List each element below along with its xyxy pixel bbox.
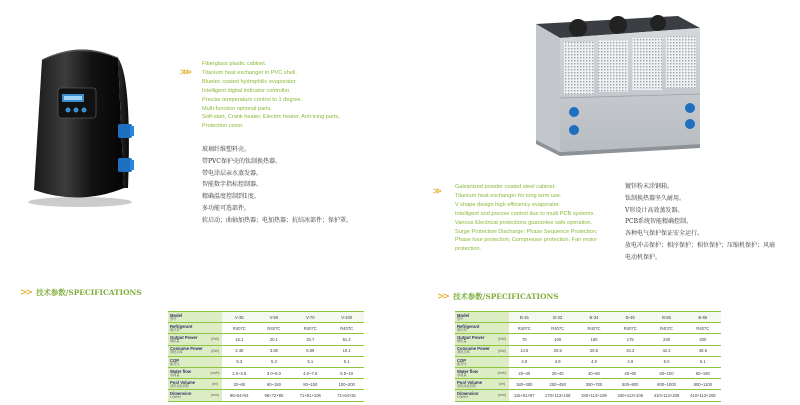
table-row <box>168 334 364 345</box>
row-unit: (KW) <box>208 345 222 356</box>
table-cell: 5.5~10 <box>329 367 364 378</box>
row-label: Pool Volume 适用泳池容积 <box>455 379 495 390</box>
feature-line: Phase lose protection; Compressor protection; Fan motor <box>455 237 598 244</box>
table-cell: 71×81×106 <box>291 390 329 401</box>
row-label: Output Power 制热量 <box>168 334 208 345</box>
chevron-icon: >>> <box>180 67 190 77</box>
spec-heading-left: >> 技术参数/SPECIFICATIONS <box>20 288 142 298</box>
feature-line-cn: 带PVC保护壳的钛制换热器。 <box>202 157 281 165</box>
pool-heat-pump-image <box>20 38 138 208</box>
feature-line: Protection cover. <box>202 123 244 130</box>
table-cell: 80~150 <box>291 379 329 390</box>
table-cell: 5.1 <box>685 356 721 367</box>
left-features-cn <box>202 144 352 227</box>
table-cell: 20~40 <box>540 367 576 378</box>
feature-line: Titanium heat exchanger for long term use. <box>455 192 562 199</box>
feature-line: Precise temperature control to 1 degree. <box>202 96 303 103</box>
table-cell: 5.0 <box>648 356 684 367</box>
feature-line: Various Electrical protections guarantee safe operation. <box>455 219 593 226</box>
model-header: B-55 <box>648 312 684 323</box>
row-unit: (KW) <box>495 334 509 345</box>
row-unit: (KW) <box>208 334 222 345</box>
table-cell: 175 <box>612 334 648 345</box>
feature-line: V shape design high efficiency evaporator. <box>455 201 561 208</box>
row-label: COP 能效比 <box>168 356 208 367</box>
table-cell: 250~450 <box>540 379 576 390</box>
feature-line-cn: 电动机保护。 <box>625 253 662 261</box>
row-unit: (KW) <box>495 345 509 356</box>
spec-table-right <box>455 311 721 402</box>
feature-line: Bluetec coated hydrophilic evaporator. <box>202 78 297 85</box>
table-cell: 20~40 <box>509 367 540 378</box>
row-unit: (m³) <box>208 379 222 390</box>
row-unit <box>495 312 509 323</box>
table-cell: R407C <box>612 323 648 334</box>
table-row <box>455 367 721 378</box>
row-unit <box>208 323 222 334</box>
feature-line-cn: 镀锌粉末涂钢箱。 <box>625 183 674 190</box>
table-row <box>455 323 721 334</box>
table-cell: R407C <box>540 323 576 334</box>
feature-line: Intelligent digital indicator controller. <box>202 87 291 94</box>
table-cell: 6.59 <box>291 345 329 356</box>
row-label: Model 型号 <box>455 312 495 323</box>
table-cell: 15.1 <box>222 334 257 345</box>
right-features-cn <box>625 181 775 264</box>
row-label: Dimension L×W×H <box>455 390 495 401</box>
table-cell: 410×113×208 <box>685 390 721 401</box>
table-cell: R407C <box>291 323 329 334</box>
table-cell: 150 <box>576 334 612 345</box>
table-cell: 1.0~3.5 <box>222 367 257 378</box>
table-cell: 100~200 <box>329 379 364 390</box>
feature-line: protection. <box>455 246 482 253</box>
table-cell: 10.1 <box>329 345 364 356</box>
row-label: Refrigerant 制冷剂 <box>455 323 495 334</box>
chevron-icon: >> <box>433 186 440 196</box>
table-cell: 5.3 <box>222 356 257 367</box>
table-row <box>168 323 364 334</box>
table-cell: 20.5 <box>540 345 576 356</box>
table-cell: 800~1100 <box>685 379 721 390</box>
table-cell: 3.80 <box>257 345 292 356</box>
feature-line: Intelligent and precise control due to multi PCB systems. <box>455 210 595 217</box>
row-unit: (m³/h) <box>495 367 509 378</box>
model-header: B-15 <box>509 312 540 323</box>
feature-line-cn: 各种电气保护保证安全运行。 <box>625 230 704 238</box>
table-cell: 60~100 <box>648 367 684 378</box>
table-cell: 4.9 <box>540 356 576 367</box>
row-label: COP 能效比 <box>455 356 495 367</box>
model-header: B-65 <box>685 312 721 323</box>
feature-line-cn: PCB系统智能精确控制。 <box>625 218 693 226</box>
table-cell: 5.1 <box>291 356 329 367</box>
row-label: Dimension L×W×H <box>168 390 208 401</box>
table-cell: 96×72×90 <box>257 390 292 401</box>
row-label: Water flow 水流量 <box>168 367 208 378</box>
table-cell: 34.2 <box>612 345 648 356</box>
table-cell: 71×64×81 <box>329 390 364 401</box>
table-cell: 33.7 <box>291 334 329 345</box>
table-cell: 350~700 <box>576 379 612 390</box>
spec-heading-right: >> 技术参数/SPECIFICATIONS <box>437 292 559 302</box>
row-label: Output Power 制热量 <box>455 334 495 345</box>
table-cell: R407C <box>685 323 721 334</box>
industrial-heat-pump-image <box>508 12 704 164</box>
table-cell: 230 <box>648 334 684 345</box>
table-row <box>455 390 721 401</box>
table-cell: 48.5 <box>685 345 721 356</box>
table-row <box>455 345 721 356</box>
table-row <box>455 379 721 390</box>
table-cell: 70 <box>509 334 540 345</box>
table-cell: 2.48 <box>222 345 257 356</box>
model-header: B-45 <box>612 312 648 323</box>
table-row <box>455 312 721 323</box>
table-row <box>455 356 721 367</box>
row-unit: (mm) <box>208 390 222 401</box>
model-header: B-33 <box>540 312 576 323</box>
table-cell: 20.1 <box>257 334 292 345</box>
table-cell: 340×113×108 <box>576 390 612 401</box>
row-unit: (m³) <box>495 379 509 390</box>
model-header: V-70 <box>291 312 329 323</box>
table-cell: 4.0~7.6 <box>291 367 329 378</box>
table-cell: R407C <box>222 323 257 334</box>
table-cell: 14.5 <box>509 345 540 356</box>
table-cell: 410×113×208 <box>648 390 684 401</box>
feature-line: Titanium heat exchanger in PVC shell. <box>202 69 297 76</box>
table-cell: 51.2 <box>329 334 364 345</box>
feature-line-cn: 放电冲击保护；相序保护；相位保护；压缩机保护；风扇 <box>625 241 776 249</box>
row-label: Refrigerant 制冷剂 <box>168 323 208 334</box>
table-cell: 60~150 <box>685 367 721 378</box>
row-unit <box>495 356 509 367</box>
table-row <box>168 390 364 401</box>
model-header: V-50 <box>257 312 292 323</box>
feature-line-cn: 多功能可选部件。 <box>202 204 251 212</box>
model-header: V-100 <box>329 312 364 323</box>
table-cell: 3.0~6.0 <box>257 367 292 378</box>
row-unit <box>208 356 222 367</box>
table-row <box>168 379 364 390</box>
feature-line-cn: 软启动；曲轴加热器；电加热器；抗结冰部件；保护罩。 <box>202 216 353 224</box>
row-unit <box>495 323 509 334</box>
table-cell: 180~300 <box>509 379 540 390</box>
table-cell: 100 <box>540 334 576 345</box>
feature-line: Surge Protection Discharge; Phase Sequence Protection; <box>455 228 598 235</box>
table-row <box>455 334 721 345</box>
table-cell: 4.9 <box>612 356 648 367</box>
row-label: Pool Volume 适用泳池容积 <box>168 379 208 390</box>
model-header: B-34 <box>576 312 612 323</box>
feature-line-cn: 玻璃纤维塑料壳。 <box>202 146 251 153</box>
feature-line-cn: 钛制换热器坚久耐用。 <box>625 194 686 202</box>
table-cell: R407C <box>329 323 364 334</box>
feature-line: Multi-function optional parts. <box>202 105 272 112</box>
row-unit: (mm) <box>495 390 509 401</box>
feature-line-cn: V形设计高效蒸发器。 <box>625 206 684 214</box>
row-label: Consume Power 消耗功率 <box>455 345 495 356</box>
table-cell: R407C <box>576 323 612 334</box>
feature-line-cn: 带电涂层亲水蒸发器。 <box>202 169 263 177</box>
row-label: Consume Power 消耗功率 <box>168 345 208 356</box>
table-cell: 30~60 <box>222 379 257 390</box>
row-unit <box>208 312 222 323</box>
table-cell: 40~60 <box>576 367 612 378</box>
chevron-icon: >> <box>20 288 32 298</box>
table-cell: 40~60 <box>612 367 648 378</box>
feature-line-cn: 精确温度控制到1度。 <box>202 193 260 201</box>
table-cell: 115×61×97 <box>509 390 540 401</box>
table-row <box>168 367 364 378</box>
table-cell: 5.3 <box>257 356 292 367</box>
table-cell: 500~800 <box>612 379 648 390</box>
table-cell: 60~150 <box>257 379 292 390</box>
table-cell: 4.8 <box>509 356 540 367</box>
table-cell: 5.1 <box>329 356 364 367</box>
model-header: V-35 <box>222 312 257 323</box>
table-row <box>168 345 364 356</box>
table-cell: 170×113×108 <box>540 390 576 401</box>
table-cell: 96×64×81 <box>222 390 257 401</box>
feature-line: Soft-start, Crank heater, Electric heater, Anti-icing parts, <box>202 114 340 121</box>
table-cell: R407C <box>648 323 684 334</box>
table-cell: R407C <box>257 323 292 334</box>
table-row <box>168 356 364 367</box>
chevron-icon: >> <box>437 292 449 302</box>
table-cell: 4.9 <box>576 356 612 367</box>
row-label: Water flow 水流量 <box>455 367 495 378</box>
feature-line: Fiberglass plastic cabinet. <box>202 61 267 67</box>
row-unit: (m³/h) <box>208 367 222 378</box>
table-cell: 42.2 <box>648 345 684 356</box>
feature-line-cn: 智能数字指标控制器。 <box>202 181 263 189</box>
table-cell: 600~1000 <box>648 379 684 390</box>
feature-line: Galvanized powder coated steel cabinet. <box>455 184 556 190</box>
row-label: Model 型号 <box>168 312 208 323</box>
right-features-en <box>433 183 633 254</box>
table-row <box>168 312 364 323</box>
spec-table-left <box>168 311 364 402</box>
table-cell: 28.6 <box>576 345 612 356</box>
table-cell: 340×113×108 <box>612 390 648 401</box>
table-cell: 200 <box>685 334 721 345</box>
left-features-en <box>180 60 400 131</box>
table-cell: R407C <box>509 323 540 334</box>
